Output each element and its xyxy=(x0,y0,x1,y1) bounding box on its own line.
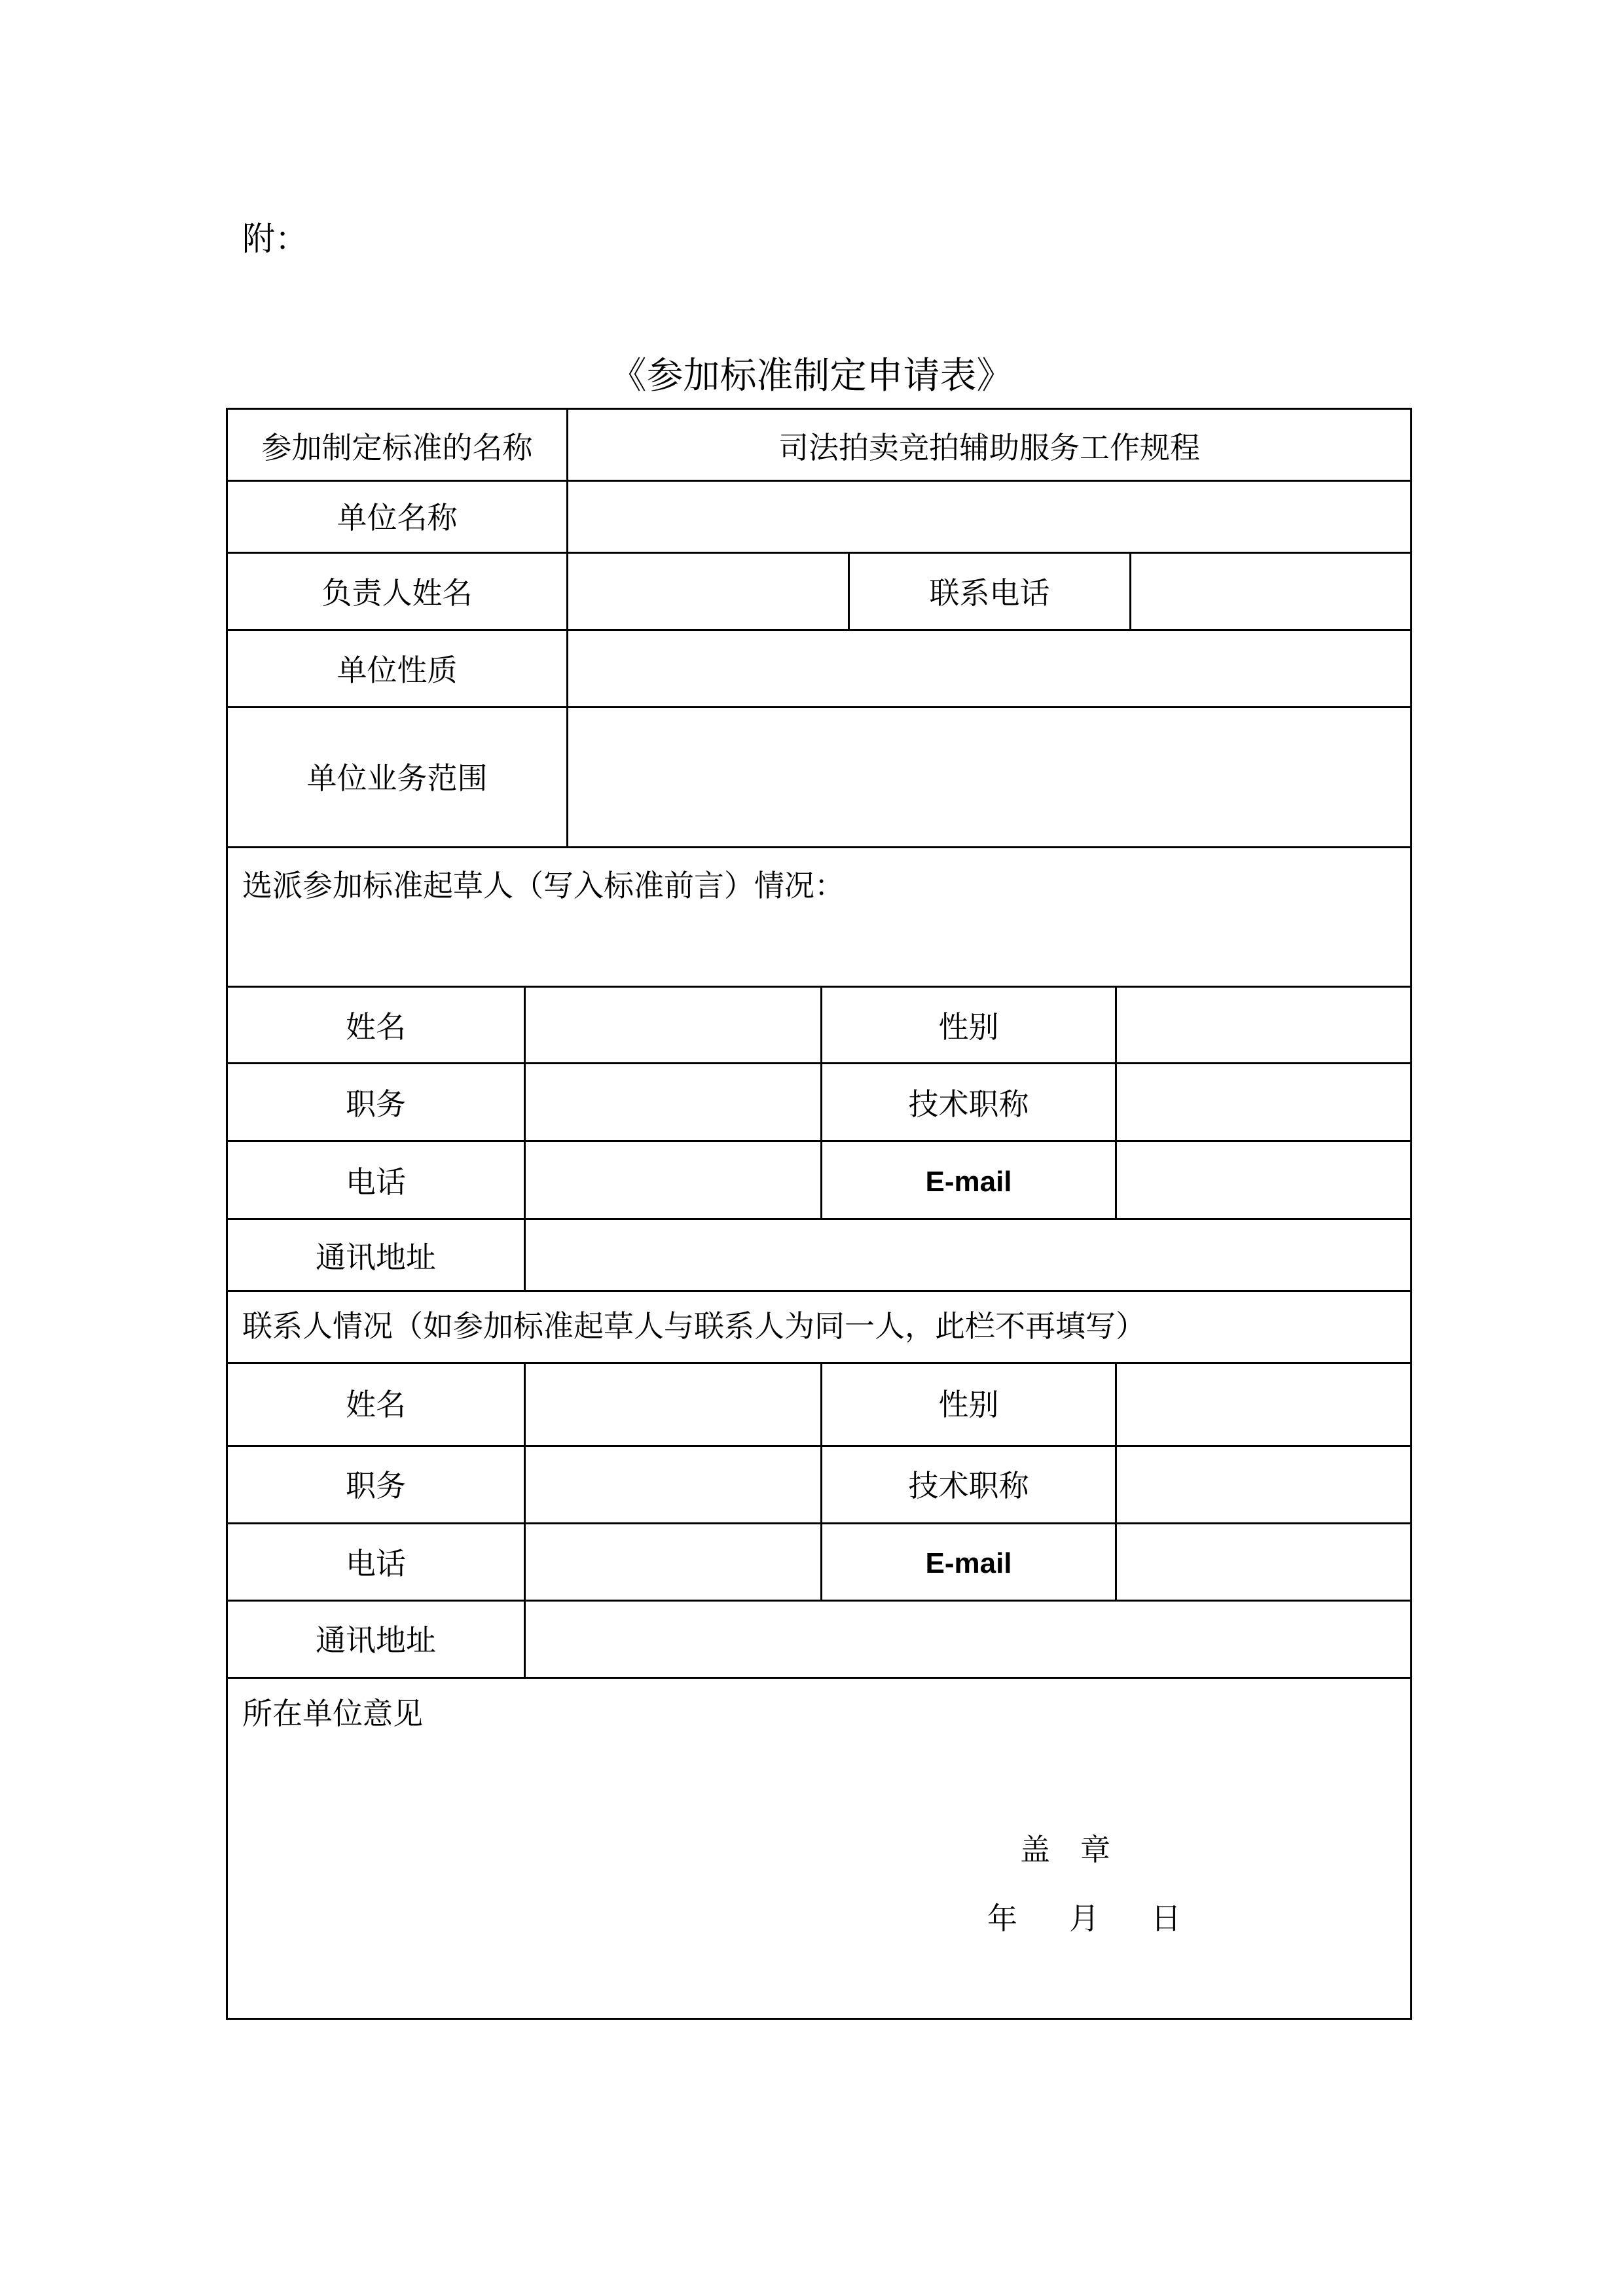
contact-email-label: E-mail xyxy=(925,1547,1012,1579)
contact-phone-label: 电话 xyxy=(346,1546,406,1581)
unit-name-label: 单位名称 xyxy=(337,500,458,535)
row-divider xyxy=(228,1445,1410,1447)
column-divider xyxy=(1115,986,1117,1218)
row-divider xyxy=(228,1522,1410,1524)
drafter-section-label: 选派参加标准起草人（写入标准前言）情况： xyxy=(242,868,845,903)
column-divider xyxy=(1129,552,1131,629)
standard-name-label: 参加制定标准的名称 xyxy=(261,430,533,465)
unit-nature-label: 单位性质 xyxy=(337,653,458,688)
unit-opinion-label: 所在单位意见 xyxy=(242,1696,423,1731)
attachment-label: 附： xyxy=(242,220,308,258)
contact-name-label: 姓名 xyxy=(346,1387,406,1422)
contact-gender-label: 性别 xyxy=(938,1387,999,1422)
date-month-label: 月 xyxy=(1069,1901,1099,1936)
contact-section-label: 联系人情况（如参加标准起草人与联系人为同一人，此栏不再填写） xyxy=(242,1308,1146,1344)
drafter-email-label: E-mail xyxy=(925,1166,1012,1198)
date-day-label: 日 xyxy=(1151,1901,1181,1936)
application-form-table xyxy=(226,408,1412,2020)
drafter-name-label: 姓名 xyxy=(346,1009,406,1045)
column-divider xyxy=(524,986,526,1290)
column-divider xyxy=(1115,1362,1117,1600)
person-in-charge-label: 负责人姓名 xyxy=(321,575,473,611)
row-divider xyxy=(228,1362,1410,1364)
row-divider xyxy=(228,706,1410,708)
row-divider xyxy=(228,1140,1410,1142)
drafter-phone-label: 电话 xyxy=(346,1164,406,1200)
row-divider xyxy=(228,986,1410,988)
drafter-address-label: 通讯地址 xyxy=(316,1240,436,1275)
contact-address-label: 通讯地址 xyxy=(316,1623,436,1658)
contact-phone-label: 联系电话 xyxy=(929,575,1050,611)
column-divider xyxy=(566,410,568,846)
row-divider xyxy=(228,846,1410,848)
row-divider xyxy=(228,480,1410,482)
date-year-label: 年 xyxy=(987,1901,1017,1936)
seal-label: 盖 章 xyxy=(1020,1832,1110,1867)
row-divider xyxy=(228,1677,1410,1679)
standard-name-value: 司法拍卖竞拍辅助服务工作规程 xyxy=(778,430,1200,465)
drafter-title-label: 技术职称 xyxy=(908,1086,1029,1122)
column-divider xyxy=(524,1362,526,1677)
business-scope-label: 单位业务范围 xyxy=(306,761,488,796)
form-title: 《参加标准制定申请表》 xyxy=(610,355,1013,397)
row-divider xyxy=(228,1600,1410,1602)
drafter-gender-label: 性别 xyxy=(938,1009,999,1045)
drafter-position-label: 职务 xyxy=(346,1086,406,1122)
row-divider xyxy=(228,1062,1410,1064)
row-divider xyxy=(228,1218,1410,1220)
contact-title-label: 技术职称 xyxy=(908,1468,1029,1503)
row-divider xyxy=(228,1290,1410,1292)
row-divider xyxy=(228,629,1410,631)
contact-position-label: 职务 xyxy=(346,1468,406,1503)
row-divider xyxy=(228,552,1410,554)
